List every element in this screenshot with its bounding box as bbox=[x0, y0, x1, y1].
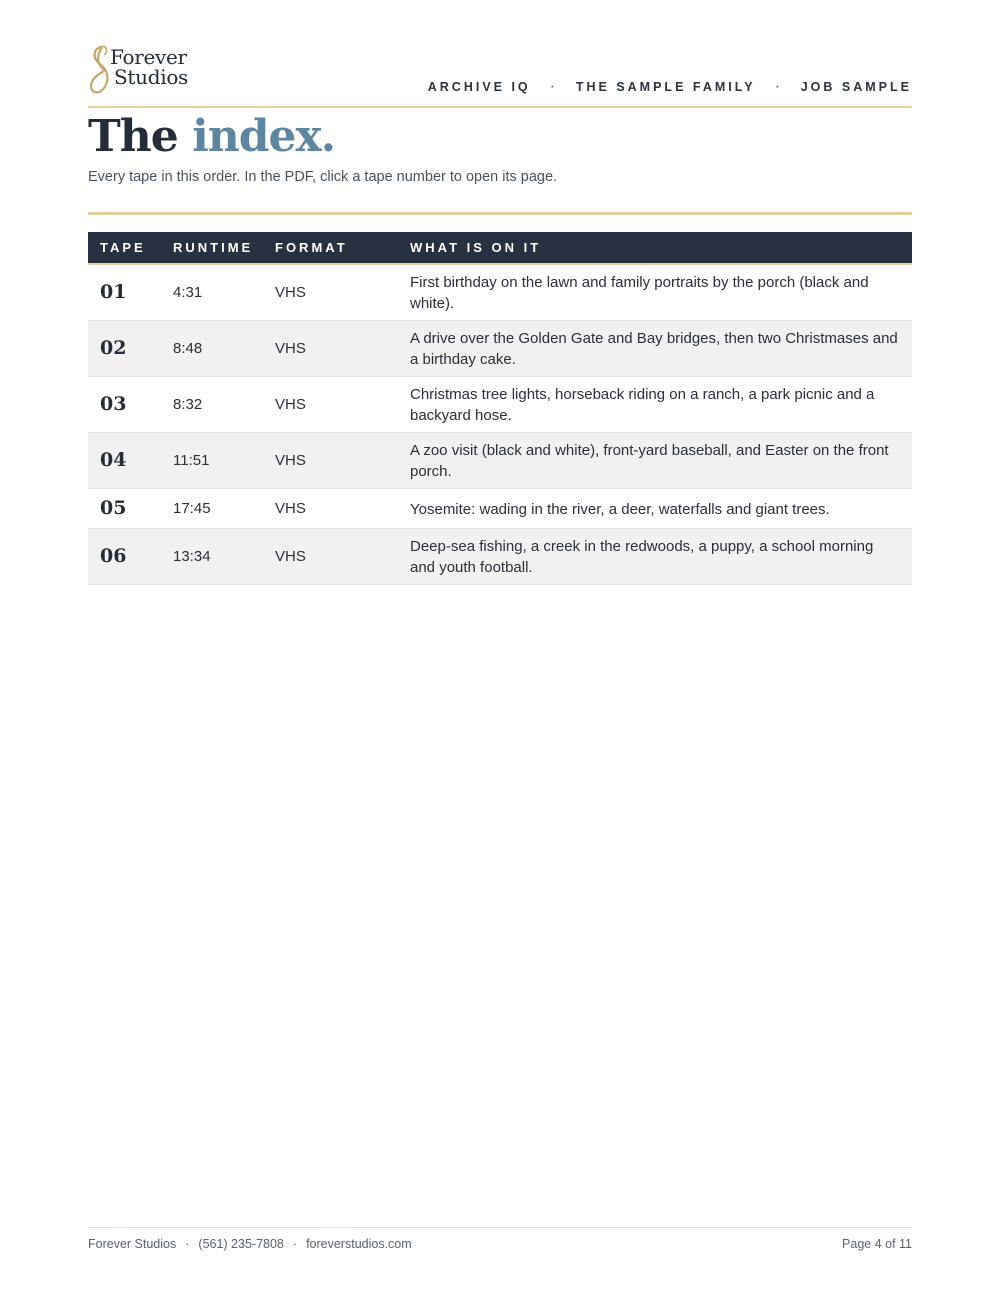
brand-line-1: Forever bbox=[110, 45, 187, 69]
table-row bbox=[88, 488, 912, 528]
table-row bbox=[88, 376, 912, 432]
runtime-cell: 17:45 bbox=[173, 488, 275, 528]
column-header-runtime: RUNTIME bbox=[173, 232, 275, 264]
page-footer bbox=[88, 1227, 912, 1251]
runtime-cell: 11:51 bbox=[173, 432, 275, 488]
contents-cell: A drive over the Golden Gate and Bay bridges, then two Christmases and a birthday cake. bbox=[410, 320, 912, 376]
column-header-format: FORMAT bbox=[275, 232, 410, 264]
contents-cell: Deep-sea fishing, a creek in the redwoods, a puppy, a school morning and youth football. bbox=[410, 528, 912, 584]
tape-number-link[interactable]: 06 bbox=[88, 528, 173, 584]
tape-number-link[interactable]: 05 bbox=[88, 488, 173, 528]
footer-company: Forever Studios bbox=[88, 1237, 177, 1251]
footer-separator: · bbox=[292, 1237, 298, 1251]
tape-number-link[interactable]: 04 bbox=[88, 432, 173, 488]
page-header bbox=[88, 44, 912, 108]
ampersand-logo-icon bbox=[88, 44, 112, 96]
format-cell: VHS bbox=[275, 376, 410, 432]
table-row bbox=[88, 528, 912, 584]
page-title bbox=[88, 110, 335, 164]
crumb-separator: · bbox=[550, 80, 558, 94]
page-number: Page 4 of 11 bbox=[842, 1237, 912, 1251]
crumb-family: THE SAMPLE FAMILY bbox=[575, 80, 756, 94]
format-cell: VHS bbox=[275, 264, 410, 320]
format-cell: VHS bbox=[275, 488, 410, 528]
tape-number-link[interactable]: 01 bbox=[88, 264, 173, 320]
tape-index-table bbox=[88, 232, 912, 585]
contents-cell: A zoo visit (black and white), front-yard baseball, and Easter on the front porch. bbox=[410, 432, 912, 488]
table-row bbox=[88, 320, 912, 376]
brand-line-2: Studios bbox=[114, 65, 189, 89]
brand-wordmark bbox=[110, 47, 188, 87]
format-cell: VHS bbox=[275, 320, 410, 376]
runtime-cell: 8:32 bbox=[173, 376, 275, 432]
title-accent: index. bbox=[192, 111, 336, 162]
contents-cell: Yosemite: wading in the river, a deer, waterfalls and giant trees. bbox=[410, 488, 912, 528]
column-header-contents: WHAT IS ON IT bbox=[410, 232, 912, 264]
footer-phone: (561) 235-7808 bbox=[198, 1237, 284, 1251]
footer-separator: · bbox=[185, 1237, 190, 1251]
footer-website-link[interactable]: foreverstudios.com bbox=[306, 1237, 412, 1251]
crumb-job: JOB SAMPLE bbox=[800, 80, 912, 94]
table-row bbox=[88, 264, 912, 320]
contents-cell: Christmas tree lights, horseback riding on a ranch, a park picnic and a backyard hose. bbox=[410, 376, 912, 432]
footer-contact bbox=[88, 1237, 912, 1251]
tape-number-link[interactable]: 03 bbox=[88, 376, 173, 432]
divider bbox=[88, 212, 912, 215]
brand-logo bbox=[88, 44, 198, 96]
crumb-separator: · bbox=[775, 80, 783, 94]
runtime-cell: 8:48 bbox=[173, 320, 275, 376]
title-main: The bbox=[88, 111, 178, 162]
contents-cell: First birthday on the lawn and family portraits by the porch (black and white). bbox=[410, 264, 912, 320]
tape-number-link[interactable]: 02 bbox=[88, 320, 173, 376]
runtime-cell: 13:34 bbox=[173, 528, 275, 584]
runtime-cell: 4:31 bbox=[173, 264, 275, 320]
page-subtitle: Every tape in this order. In the PDF, click a tape number to open its page. bbox=[88, 169, 558, 185]
page bbox=[88, 0, 912, 1295]
format-cell: VHS bbox=[275, 432, 410, 488]
table-row bbox=[88, 432, 912, 488]
header-breadcrumb bbox=[428, 80, 912, 94]
crumb-archive: ARCHIVE IQ bbox=[427, 80, 531, 94]
column-header-tape: TAPE bbox=[88, 232, 173, 264]
format-cell: VHS bbox=[275, 528, 410, 584]
table-header-row bbox=[88, 232, 912, 264]
